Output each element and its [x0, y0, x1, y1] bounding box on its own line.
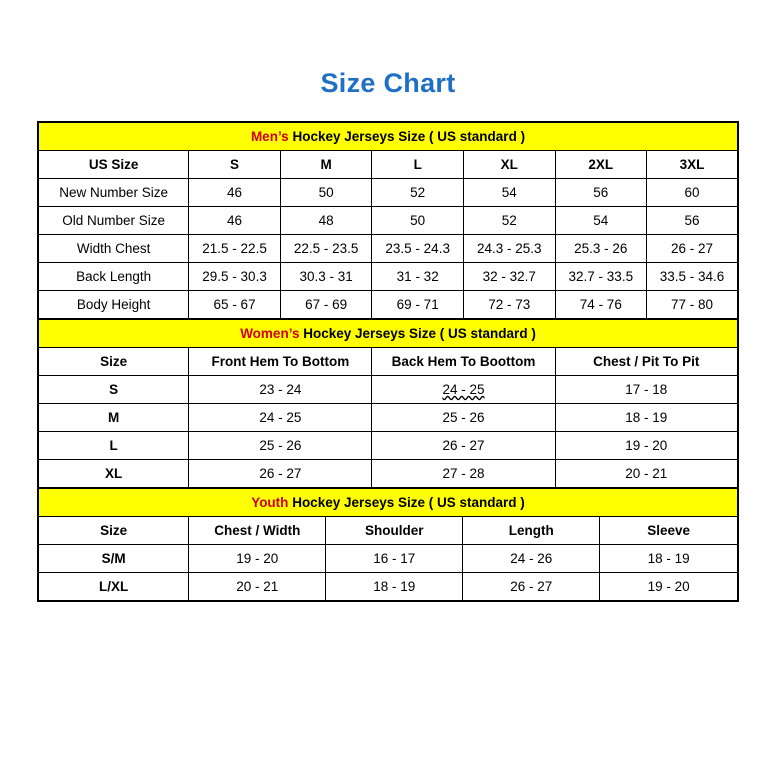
youth-cell: 18 - 19: [600, 545, 738, 573]
mens-cell: 52: [372, 179, 464, 207]
table-row: [39, 432, 738, 460]
youth-band-row: [39, 489, 738, 517]
mens-cell: 56: [647, 207, 738, 235]
mens-cell: 31 - 32: [372, 263, 464, 291]
youth-band-title: [39, 489, 738, 517]
youth-header-cell: Chest / Width: [189, 517, 326, 545]
mens-cell: 25.3 - 26: [555, 235, 647, 263]
womens-header-cell: Front Hem To Bottom: [189, 348, 372, 376]
womens-band-accent: Women’s: [240, 326, 300, 341]
mens-cell: 29.5 - 30.3: [189, 263, 281, 291]
mens-cell: 50: [372, 207, 464, 235]
page-title: Size Chart: [320, 68, 456, 98]
womens-cell: 26 - 27: [189, 460, 372, 488]
size-chart-container: [37, 121, 739, 602]
mens-cell: 72 - 73: [463, 291, 555, 319]
mens-cell: 54: [555, 207, 647, 235]
womens-cell: 23 - 24: [189, 376, 372, 404]
mens-cell: 30.3 - 31: [280, 263, 372, 291]
mens-cell: 65 - 67: [189, 291, 281, 319]
youth-cell: 18 - 19: [326, 573, 463, 601]
mens-header-cell: XL: [463, 151, 555, 179]
youth-cell: 16 - 17: [326, 545, 463, 573]
womens-cell: 25 - 26: [372, 404, 555, 432]
mens-cell: 67 - 69: [280, 291, 372, 319]
womens-row-label: M: [39, 404, 189, 432]
mens-cell: 26 - 27: [647, 235, 738, 263]
table-row: [39, 263, 738, 291]
womens-row-label: XL: [39, 460, 189, 488]
youth-row-label: S/M: [39, 545, 189, 573]
mens-cell: 74 - 76: [555, 291, 647, 319]
mens-cell: 69 - 71: [372, 291, 464, 319]
womens-row-label: S: [39, 376, 189, 404]
womens-cell: 17 - 18: [555, 376, 737, 404]
youth-header-cell: Shoulder: [326, 517, 463, 545]
mens-cell: 50: [280, 179, 372, 207]
youth-cell: 20 - 21: [189, 573, 326, 601]
youth-header-cell: Sleeve: [600, 517, 738, 545]
size-chart-page: [0, 68, 776, 760]
womens-cell: 24 - 25: [189, 404, 372, 432]
mens-cell: 46: [189, 179, 281, 207]
mens-cell: 52: [463, 207, 555, 235]
mens-cell: 48: [280, 207, 372, 235]
womens-cell: 20 - 21: [555, 460, 737, 488]
womens-cell: 25 - 26: [189, 432, 372, 460]
table-row: [39, 151, 738, 179]
mens-band-row: [39, 123, 738, 151]
mens-band-rest: Hockey Jerseys Size ( US standard ): [288, 129, 526, 144]
youth-cell: 19 - 20: [189, 545, 326, 573]
table-row: [39, 517, 738, 545]
mens-row-label: Body Height: [39, 291, 189, 319]
mens-header-cell: 2XL: [555, 151, 647, 179]
mens-row-label: Old Number Size: [39, 207, 189, 235]
mens-header-cell: M: [280, 151, 372, 179]
mens-header-cell: 3XL: [647, 151, 738, 179]
mens-cell: 23.5 - 24.3: [372, 235, 464, 263]
table-row: [39, 460, 738, 488]
table-row: [39, 235, 738, 263]
womens-cell: 24 - 25: [372, 376, 555, 404]
womens-band-title: [39, 320, 738, 348]
mens-row-label: Back Length: [39, 263, 189, 291]
youth-cell: 19 - 20: [600, 573, 738, 601]
table-row: [39, 545, 738, 573]
table-row: [39, 207, 738, 235]
womens-band-row: [39, 320, 738, 348]
womens-cell: 26 - 27: [372, 432, 555, 460]
womens-header-cell: Chest / Pit To Pit: [555, 348, 737, 376]
mens-cell: 77 - 80: [647, 291, 738, 319]
youth-band-accent: Youth: [251, 495, 289, 510]
womens-band-rest: Hockey Jerseys Size ( US standard ): [299, 326, 536, 341]
mens-header-cell: L: [372, 151, 464, 179]
womens-size-table: [38, 319, 738, 488]
mens-cell: 22.5 - 23.5: [280, 235, 372, 263]
table-row: [39, 376, 738, 404]
mens-band-accent: Men’s: [250, 129, 289, 144]
mens-header-cell: US Size: [39, 151, 189, 179]
mens-cell: 21.5 - 22.5: [189, 235, 281, 263]
mens-row-label: New Number Size: [39, 179, 189, 207]
mens-cell: 60: [647, 179, 738, 207]
womens-cell: 19 - 20: [555, 432, 737, 460]
youth-band-rest: Hockey Jerseys Size ( US standard ): [288, 495, 525, 510]
mens-band-title: [39, 123, 738, 151]
table-row: [39, 291, 738, 319]
womens-cell: 18 - 19: [555, 404, 737, 432]
youth-cell: 26 - 27: [463, 573, 600, 601]
table-row: [39, 348, 738, 376]
mens-cell: 24.3 - 25.3: [463, 235, 555, 263]
mens-cell: 32 - 32.7: [463, 263, 555, 291]
mens-cell: 54: [463, 179, 555, 207]
youth-row-label: L/XL: [39, 573, 189, 601]
womens-cell: 27 - 28: [372, 460, 555, 488]
mens-header-cell: S: [189, 151, 281, 179]
youth-cell: 24 - 26: [463, 545, 600, 573]
mens-row-label: Width Chest: [39, 235, 189, 263]
mens-cell: 32.7 - 33.5: [555, 263, 647, 291]
table-row: [39, 404, 738, 432]
mens-size-table: [38, 122, 738, 319]
mens-cell: 46: [189, 207, 281, 235]
mens-cell: 56: [555, 179, 647, 207]
table-row: [39, 573, 738, 601]
womens-header-cell: Back Hem To Boottom: [372, 348, 555, 376]
table-row: [39, 179, 738, 207]
womens-header-cell: Size: [39, 348, 189, 376]
youth-header-cell: Size: [39, 517, 189, 545]
youth-size-table: [38, 488, 738, 601]
womens-row-label: L: [39, 432, 189, 460]
mens-cell: 33.5 - 34.6: [647, 263, 738, 291]
youth-header-cell: Length: [463, 517, 600, 545]
